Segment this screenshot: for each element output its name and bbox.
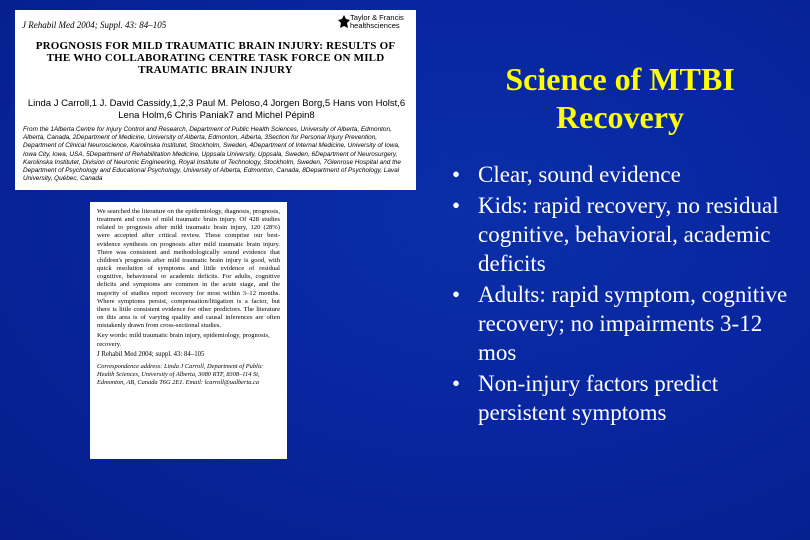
paper-affiliations: From the 1Alberta Centre for Injury Control and Research, Department of Public Health Sciences, University of Alberta, Edmonton, Alberta, Canada, 2Department of Medicine, University of Alberta, Edmonton, Alberta, 3Section for Personal Injury Prevention, Department of Clinical Neuroscience, Karolinska Institutet, Stockholm, Sweden, 4Department of Internal Medicine, University of Iowa, Iowa City, Iowa, USA, 5Department of Rehabilitation Medicine, Uppsala University, Uppsala, Sweden, 6Department of Neurosurgery, Karolinska Institutet, Division of Neuronic Engineering, Royal Institute of Technology, Stockholm, Sweden, 7Glenrose Hospital and the Department of Psychology and Educational Psychology, University of Alberta, Edmonton, Canada, 8Department of Psychology, Laval University, Québec, Canada: [23, 126, 401, 183]
paper-abstract-image: [90, 202, 287, 459]
bullet-text: Non-injury factors predict persistent symptoms: [478, 371, 719, 425]
bullet-text: Adults: rapid symptom, cognitive recovery; no impairments 3-12 mos: [478, 282, 788, 365]
paper-title: PROGNOSIS FOR MILD TRAUMATIC BRAIN INJURY: RESULTS OF THE WHO COLLABORATING CENTRE TASK FORCE ON MILD TRAUMATIC BRAIN INJURY: [35, 40, 396, 76]
bullet-dot-icon: •: [452, 282, 461, 307]
bullet-text: Kids: rapid recovery, no residual cognitive, behavioral, academic deficits: [478, 193, 779, 276]
bullet-dot-icon: •: [452, 193, 461, 218]
slide-title: [470, 60, 770, 136]
bullet-item: [452, 191, 802, 278]
bullet-item: [452, 369, 802, 427]
bullet-dot-icon: •: [452, 162, 461, 187]
abstract-reference: J Rehabil Med 2004; suppl. 43: 84–105: [97, 350, 205, 358]
slide-title-line-2: Recovery: [556, 99, 684, 135]
bullet-list: [452, 160, 802, 429]
paper-authors: Linda J Carroll,1 J. David Cassidy,1,2,3 Paul M. Peloso,4 Jorgen Borg,5 Hans von Holst,6 Lena Holm,6 Chris Paniak7 and Michel Pépin8: [27, 98, 406, 121]
abstract-keywords: Key words: mild traumatic brain injury, epidemiology, prognosis, recovery.: [97, 332, 270, 348]
abstract-text: We searched the literature on the epidemiology, diagnosis, prognosis, treatment and costs of mild traumatic brain injury. Of 428 studies related to prognosis after mild traumatic brain injury, 120 (28%) were accepted after critical review. These comprise our best-evidence synthesis on prognosis after mild traumatic brain injury. There was consistent and methodologically sound evidence that children's prognosis after mild traumatic brain injury is good, with quick resolution of symptoms and little evidence of residual cognitive, behavioural or academic deficits. For adults, cognitive deficits and symptoms are common in the acute stage, and the majority of studies report recovery for most within 3–12 months. Where symptoms persist, compensation/litigation is a factor, but there is little consistent evidence for other predictors. The literature on this area is of varying quality and causal inferences are often mistakenly drawn from cross-sectional studies.: [97, 208, 280, 330]
paper-header-image: [15, 10, 416, 190]
abstract-correspondence: Correspondence address: Linda J Carroll, Department of Public Health Sciences, University of Alberta, 3080 RTF, 8308–114 St, Edmonton, AB, Canada T6G 2E1. Email: lcarroll@ualberta.ca: [97, 362, 263, 386]
bullet-item: [452, 160, 802, 189]
journal-reference: J Rehabil Med 2004; Suppl. 43: 84–105: [22, 20, 167, 30]
bullet-dot-icon: •: [452, 371, 461, 396]
bullet-item: [452, 280, 802, 367]
slide-title-line-1: Science of MTBI: [505, 61, 735, 97]
publisher-logo-icon: [338, 15, 350, 29]
bullet-text: Clear, sound evidence: [478, 162, 681, 187]
publisher-name: Taylor & Francis healthsciences: [350, 13, 404, 30]
